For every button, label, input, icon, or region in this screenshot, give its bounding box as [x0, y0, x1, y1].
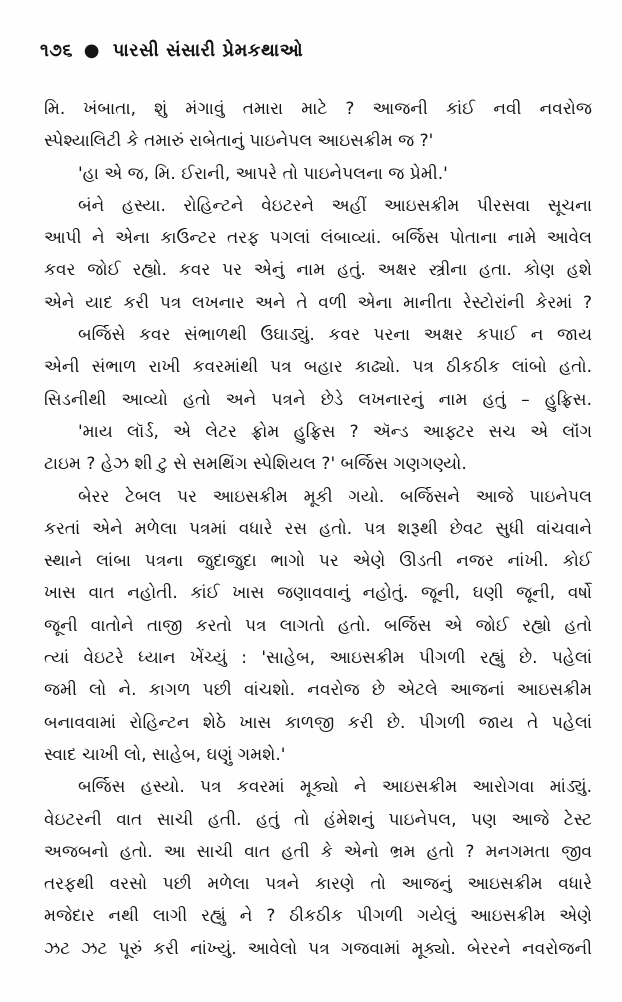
text-line: સિડનીથી આવ્યો હતો અને પત્રને છેડે લખનારનું નામ હતું – હુફ્રિસ. [44, 389, 592, 410]
text-line: 'માય લૉર્ડ, એ લેટર ફ્રોમ હુફ્રિસ ? ઍન્ડ આફ્ટર સચ એ લૉંગ [78, 421, 592, 442]
text-line: સ્પેશ્યાલિટી કે તમારું રાબેતાનું પાઇનેપલ આઇસક્રીમ જ ?' [44, 131, 434, 152]
text-line: ટાઇમ ? હેઝ શી ટુ સે સમથિંગ સ્પેશિયલ ?' બર્જિસ ગણગણ્યો. [44, 454, 467, 475]
text-line: એને યાદ કરી પત્ર લખનાર અને તે વળી એના માનીતા રેસ્ટોરાંની કેરમાં ? [44, 292, 592, 313]
text-line: અજબનો હતો. આ સાચી વાત હતી કે એનો ભ્રમ હતો ? મનગમતા જીવ [44, 841, 592, 862]
text-line: વેઇટરની વાત સાચી હતી. હતું તો હંમેશનું પાઇનેપલ, પણ આજે ટેસ્ટ [44, 809, 592, 830]
text-line: બંને હસ્યા. રોહિન્ટને વેઇટરને અહીં આઇસક્રીમ પીરસવા સૂચના [78, 195, 592, 216]
book-title: પારસી સંસારી પ્રેમકથાઓ [112, 40, 304, 61]
text-line: મિ. ખંબાતા, શું મંગાવું તમારા માટે ? આજની કાંઈ નવી નવરોજ [44, 99, 592, 119]
text-line: બર્જિસ હસ્યો. પત્ર કવરમાં મૂક્યો ને આઇસક્રીમ આરોગવા માંડ્યું. [78, 777, 592, 798]
text-line: બનાવવામાં રોહિન્ટન શેઠે ખાસ કાળજી કરી છે. પીગળી જાય તે પહેલાં [44, 712, 592, 733]
page-number: ૧૭૬ [40, 40, 73, 61]
text-line: સ્થાને લાંબા પત્રના જુદાજુદા ભાગો પર એણે ઊડતી નજર નાંખી. કોઈ [44, 551, 592, 572]
text-line: 'હા એ જ, મિ. ઈરાની, આપરે તો પાઇનેપલના જ પ્રેમી.' [78, 163, 448, 184]
text-line: જમી લો ને. કાગળ પછી વાંચશો. નવરોજ છે એટલે આજનાં આઇસક્રીમ [44, 680, 592, 701]
text-line: જૂની વાતોને તાજી કરતો પત્ર લાગતો હતો. બર્જિસ એ જોઈ રહ્યો હતો [44, 615, 592, 636]
text-line: ખાસ વાત નહોતી. કાંઈ ખાસ જણાવવાનું નહોતું. જૂની, ઘણી જૂની, વર્ષો [44, 583, 592, 604]
text-line: ઝટ ઝટ પૂરું કરી નાંખ્યું. આવેલો પત્ર ગજવામાં મૂક્યો. બેરરને નવરોજની [44, 938, 592, 959]
page-body-text [44, 93, 592, 965]
text-line: ત્યાં વેઇટરે ધ્યાન ખેંચ્યું : 'સાહેબ, આઇસક્રીમ પીગળી રહ્યું છે. પહેલાં [44, 648, 592, 669]
text-line: તરફથી વરસો પછી મળેલા પત્રને કારણે તો આજનું આઇસક્રીમ વધારે [44, 874, 592, 895]
text-line: બર્જિસે કવર સંભાળથી ઉઘાડ્યું. કવર પરના અક્ષર કપાઈ ન જાય [78, 325, 592, 346]
running-header [40, 40, 303, 61]
text-line: બેરર ટેબલ પર આઇસક્રીમ મૂકી ગયો. બર્જિસને આજે પાઇનેપલ [78, 486, 592, 507]
text-line: એની સંભાળ રાખી કવરમાંથી પત્ર બહાર કાઢ્યો. પત્ર ઠીકઠીક લાંબો હતો. [44, 357, 592, 378]
text-line: કરતાં એને મળેલા પત્રમાં વધારે રસ હતો. પત્ર શરૂથી છેવટ સુધી વાંચવાને [44, 518, 592, 539]
text-line: કવર જોઈ રહ્યો. કવર પર એનું નામ હતું. અક્ષર સ્ત્રીના હતા. કોણ હશે [44, 260, 592, 281]
text-line: સ્વાદ ચાખી લો, સાહેબ, ઘણું ગમશે.' [44, 744, 286, 765]
text-line: મજેદાર નથી લાગી રહ્યું ને ? ઠીકઠીક પીગળી ગયેલું આઇસક્રીમ એણે [44, 906, 592, 927]
text-line: આપી ને એના કાઉન્ટર તરફ પગલાં લંબાવ્યાં. બર્જિસ પોતાના નામે આવેલ [44, 228, 592, 249]
bullet-separator: ● [83, 40, 100, 61]
